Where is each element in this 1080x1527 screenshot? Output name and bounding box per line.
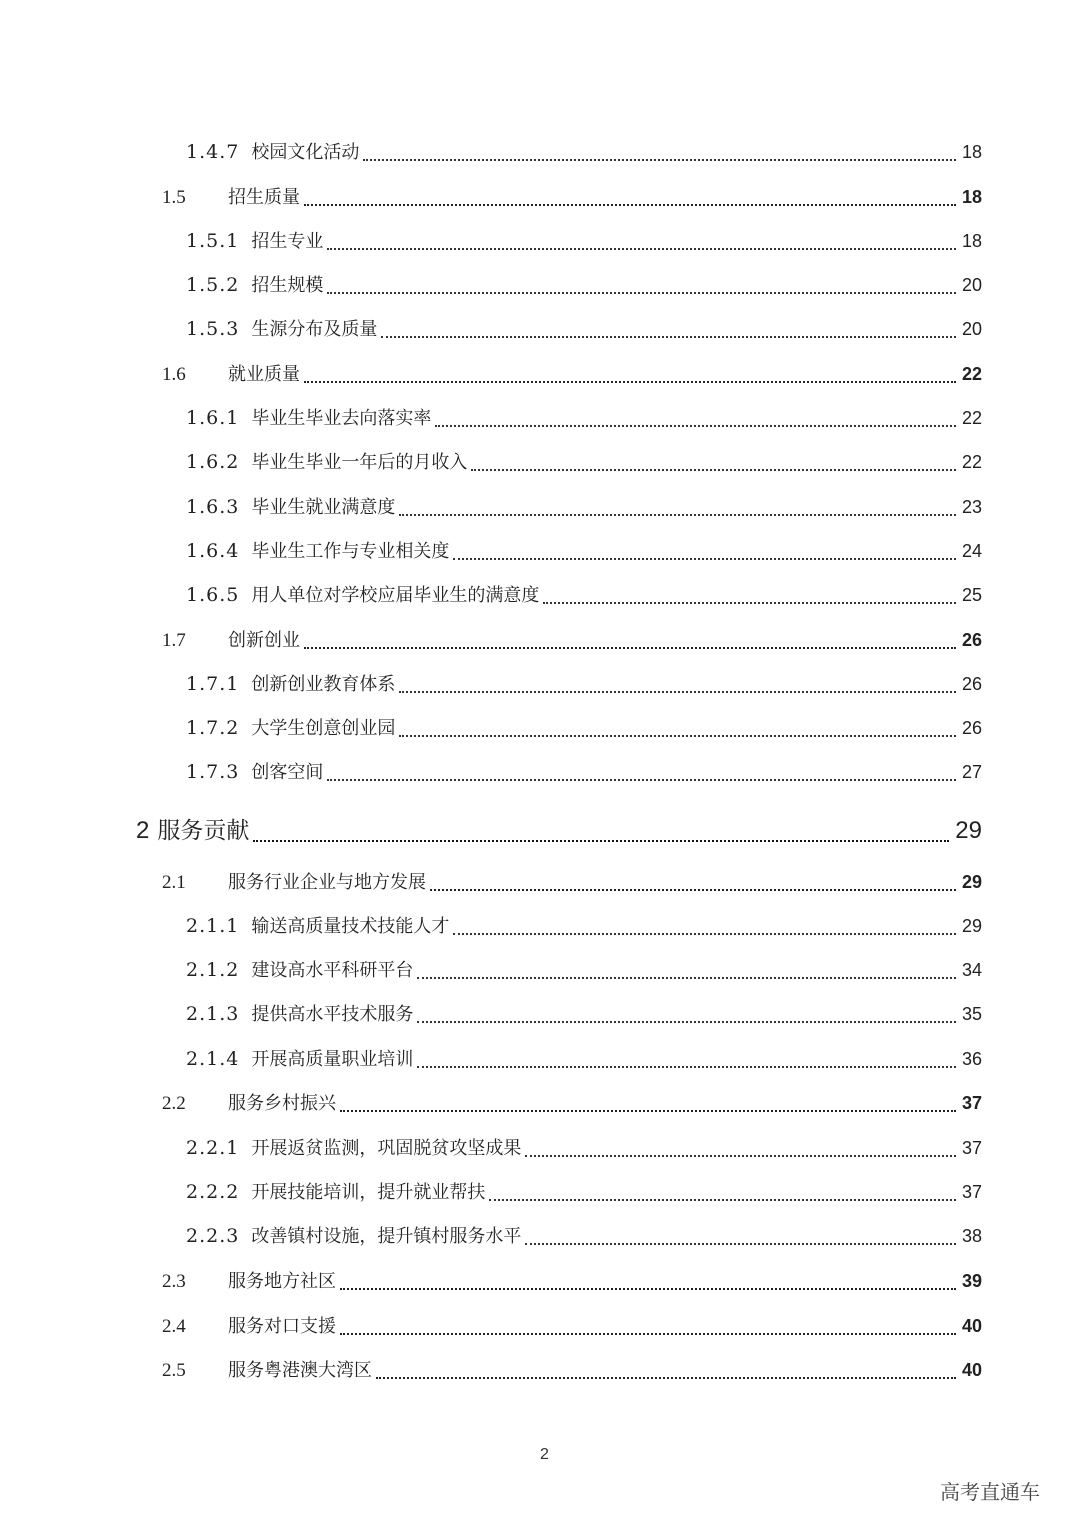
dot-leader — [489, 1199, 956, 1201]
dot-leader — [525, 1243, 956, 1245]
toc-entry-title: 招生规模 — [251, 275, 324, 296]
toc-entry-title: 提供高水平技术服务 — [251, 1004, 414, 1025]
toc-entry-2-2-2[interactable] — [186, 1178, 982, 1208]
toc-entry-number: 1.7 — [162, 630, 186, 651]
toc-entry-title: 毕业生毕业去向落实率 — [251, 408, 432, 429]
dot-leader — [417, 1021, 956, 1023]
toc-entry-number: 1.5.3 — [186, 318, 240, 340]
toc-entry-page: 22 — [961, 364, 982, 384]
toc-entry-page: 18 — [961, 142, 982, 162]
toc-entry-title: 服务地方社区 — [228, 1271, 336, 1292]
toc-entry-page: 27 — [961, 762, 982, 782]
toc-chapter-2[interactable] — [136, 812, 982, 852]
toc-entry-title: 毕业生毕业一年后的月收入 — [251, 452, 468, 473]
toc-entry-title: 创新创业教育体系 — [251, 674, 396, 695]
toc-entry-2-2[interactable] — [162, 1089, 982, 1119]
dot-leader — [399, 514, 956, 516]
toc-entry-title: 服务粤港澳大湾区 — [228, 1360, 372, 1381]
toc-entry-page: 37 — [961, 1093, 982, 1113]
toc-entry-title: 开展技能培训，提升就业帮扶 — [251, 1182, 486, 1203]
toc-entry-1-6-1[interactable] — [186, 404, 982, 434]
toc-entry-1-6-4[interactable] — [186, 537, 982, 567]
toc-entry-number: 2.2.3 — [186, 1225, 240, 1247]
toc-entry-title: 创客空间 — [251, 762, 324, 783]
toc-entry-title: 招生质量 — [228, 187, 300, 208]
toc-entry-page: 29 — [961, 916, 982, 936]
toc-entry-1-6-5[interactable] — [186, 581, 982, 611]
dot-leader — [363, 159, 956, 161]
toc-entry-page: 37 — [961, 1138, 982, 1158]
toc-entry-1-7-3[interactable] — [186, 758, 982, 788]
toc-entry-title: 开展高质量职业培训 — [251, 1049, 414, 1070]
toc-chapter-title: 服务贡献 — [157, 818, 250, 844]
toc-entry-title: 校园文化活动 — [251, 142, 360, 163]
toc-entry-number: 2.1.3 — [186, 1003, 240, 1025]
toc-entry-title: 建设高水平科研平台 — [251, 960, 414, 981]
toc-entry-number: 2.1.4 — [186, 1048, 240, 1070]
dot-leader — [340, 1288, 956, 1290]
toc-entry-number: 2.1 — [162, 872, 186, 893]
dot-leader — [327, 779, 956, 781]
toc-entry-number: 1.6 — [162, 364, 186, 385]
toc-entry-page: 22 — [961, 452, 982, 472]
toc-entry-page: 34 — [961, 960, 982, 980]
toc-entry-number: 1.6.1 — [186, 407, 240, 429]
toc-entry-title: 输送高质量技术技能人才 — [251, 916, 450, 937]
toc-entry-title: 用人单位对学校应届毕业生的满意度 — [251, 585, 540, 606]
toc-entry-page: 37 — [961, 1182, 982, 1202]
page-number: 2 — [540, 1446, 549, 1463]
toc-entry-1-5-3[interactable] — [186, 315, 982, 345]
dot-leader — [340, 1110, 956, 1112]
toc-entry-page: 23 — [961, 497, 982, 517]
toc-entry-page: 26 — [961, 630, 982, 650]
toc-entry-1-6-3[interactable] — [186, 493, 982, 523]
toc-entry-2-2-1[interactable] — [186, 1134, 982, 1164]
dot-leader — [471, 469, 956, 471]
toc-entry-1-5-2[interactable] — [186, 271, 982, 301]
toc-entry-1-7-1[interactable] — [186, 670, 982, 700]
toc-entry-number: 1.7.1 — [186, 673, 240, 695]
toc-entry-page: 40 — [961, 1360, 982, 1380]
toc-entry-number: 1.5.2 — [186, 274, 240, 296]
dot-leader — [399, 735, 956, 737]
toc-chapter-page: 29 — [955, 817, 982, 844]
dot-leader — [304, 647, 956, 649]
toc-entry-page: 22 — [961, 408, 982, 428]
dot-leader — [399, 691, 956, 693]
dot-leader — [435, 425, 956, 427]
toc-entry-1-7[interactable] — [162, 626, 982, 656]
toc-entry-page: 36 — [961, 1049, 982, 1069]
toc-entry-number: 2.2.1 — [186, 1137, 240, 1159]
dot-leader — [417, 977, 956, 979]
toc-entry-page: 39 — [961, 1271, 982, 1291]
dot-leader — [327, 292, 956, 294]
toc-entry-2-3[interactable] — [162, 1267, 982, 1297]
toc-entry-number: 1.6.4 — [186, 540, 240, 562]
toc-entry-1-5[interactable] — [162, 183, 982, 213]
toc-entry-title: 创新创业 — [228, 630, 300, 651]
toc-entry-title: 就业质量 — [228, 364, 300, 385]
toc-entry-page: 18 — [961, 187, 982, 207]
toc-entry-page: 40 — [961, 1316, 982, 1336]
toc-entry-title: 服务乡村振兴 — [228, 1093, 336, 1114]
toc-entry-number: 2.1.2 — [186, 959, 240, 981]
watermark: 高考直通车 — [940, 1480, 1040, 1504]
toc-entry-number: 1.5 — [162, 187, 186, 208]
toc-entry-1-7-2[interactable] — [186, 714, 982, 744]
toc-entry-number: 1.6.3 — [186, 496, 240, 518]
toc-entry-page: 20 — [961, 319, 982, 339]
dot-leader — [340, 1333, 956, 1335]
toc-entry-2-1-4[interactable] — [186, 1045, 982, 1075]
dot-leader — [453, 933, 956, 935]
toc-entry-number: 2.1.1 — [186, 915, 240, 937]
toc-entry-number: 2.2.2 — [186, 1181, 240, 1203]
toc-entry-title: 开展返贫监测，巩固脱贫攻坚成果 — [251, 1138, 522, 1159]
toc-entry-page: 18 — [961, 231, 982, 251]
toc-entry-2-2-3[interactable] — [186, 1222, 982, 1252]
toc-entry-number: 1.7.3 — [186, 761, 240, 783]
toc-entry-title: 改善镇村设施，提升镇村服务水平 — [251, 1226, 522, 1247]
toc-entry-page: 26 — [961, 718, 982, 738]
dot-leader — [304, 204, 956, 206]
dot-leader — [304, 381, 956, 383]
dot-leader — [453, 558, 956, 560]
dot-leader — [253, 840, 949, 842]
toc-entry-page: 26 — [961, 674, 982, 694]
dot-leader — [543, 602, 956, 604]
toc-entry-number: 2.5 — [162, 1360, 186, 1381]
toc-entry-1-4-7[interactable] — [186, 138, 982, 168]
dot-leader — [417, 1066, 956, 1068]
toc-entry-page: 38 — [961, 1226, 982, 1246]
dot-leader — [430, 889, 956, 891]
toc-entry-number: 1.6.5 — [186, 584, 240, 606]
toc-entry-number: 1.4.7 — [186, 141, 240, 163]
toc-entry-number: 2.3 — [162, 1271, 186, 1292]
toc-entry-1-5-1[interactable] — [186, 227, 982, 257]
toc-entry-number: 1.6.2 — [186, 451, 240, 473]
toc-entry-2-4[interactable] — [162, 1312, 982, 1342]
toc-chapter-number: 2 — [136, 817, 150, 844]
toc-entry-1-6-2[interactable] — [186, 448, 982, 478]
toc-entry-2-1-3[interactable] — [186, 1000, 982, 1030]
toc-entry-page: 25 — [961, 585, 982, 605]
toc-entry-title: 生源分布及质量 — [251, 319, 378, 340]
toc-entry-title: 招生专业 — [251, 231, 324, 252]
toc-entry-2-1[interactable] — [162, 868, 982, 898]
toc-entry-title: 大学生创意创业园 — [251, 718, 396, 739]
toc-entry-number: 2.4 — [162, 1316, 186, 1337]
toc-entry-1-6[interactable] — [162, 360, 982, 390]
toc-entry-number: 1.7.2 — [186, 717, 240, 739]
toc-entry-page: 29 — [961, 872, 982, 892]
toc-entry-title: 毕业生工作与专业相关度 — [251, 541, 450, 562]
dot-leader — [525, 1155, 956, 1157]
toc-entry-2-1-2[interactable] — [186, 956, 982, 986]
toc-entry-number: 1.5.1 — [186, 230, 240, 252]
toc-entry-2-1-1[interactable] — [186, 912, 982, 942]
toc-entry-page: 35 — [961, 1004, 982, 1024]
toc-entry-title: 毕业生就业满意度 — [251, 497, 396, 518]
toc-entry-2-5[interactable] — [162, 1356, 982, 1386]
toc-entry-number: 2.2 — [162, 1093, 186, 1114]
toc-entry-title: 服务行业企业与地方发展 — [228, 872, 426, 893]
toc-entry-page: 20 — [961, 275, 982, 295]
toc-entry-title: 服务对口支援 — [228, 1316, 336, 1337]
toc-entry-page: 24 — [961, 541, 982, 561]
dot-leader — [327, 248, 956, 250]
dot-leader — [381, 336, 956, 338]
dot-leader — [376, 1377, 956, 1379]
